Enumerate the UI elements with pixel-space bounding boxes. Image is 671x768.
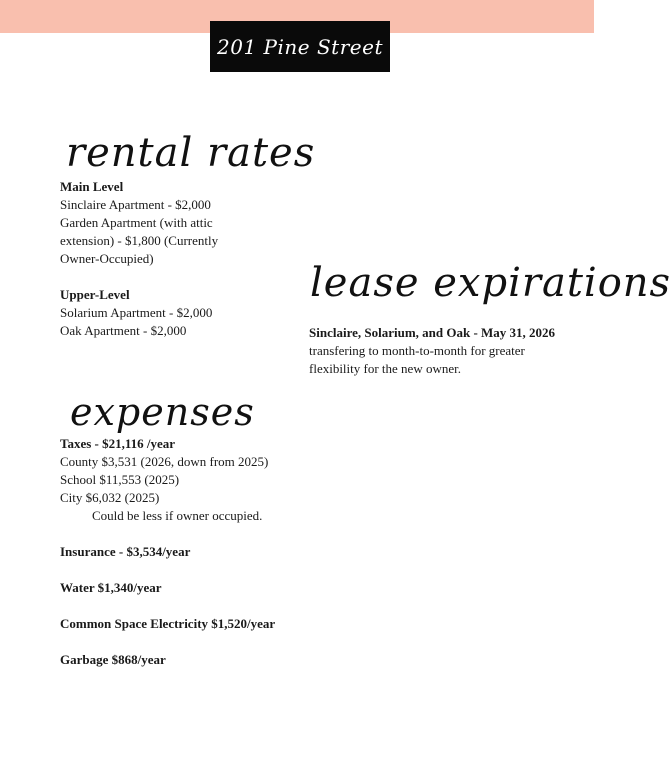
rental-rates-heading: rental rates	[66, 130, 316, 176]
taxes-total: Taxes - $21,116 /year	[60, 436, 176, 451]
electricity-line: Common Space Electricity $1,520/year	[60, 616, 276, 631]
tax-line: School $11,553 (2025)	[60, 472, 180, 487]
lease-expirations-heading: lease expirations	[310, 260, 671, 306]
rental-line: extension) - $1,800 (Currently	[60, 233, 219, 248]
page-title: 201 Pine Street	[210, 21, 390, 72]
rental-rates-section	[60, 178, 260, 340]
tax-line: County $3,531 (2026, down from 2025)	[60, 454, 269, 469]
main-level-label: Main Level	[60, 179, 124, 194]
expenses-heading: expenses	[70, 390, 255, 434]
rental-line: Sinclaire Apartment - $2,000	[60, 197, 211, 212]
rental-line: Oak Apartment - $2,000	[60, 323, 187, 338]
rental-line: Solarium Apartment - $2,000	[60, 305, 213, 320]
tax-line: City $6,032 (2025)	[60, 490, 160, 505]
expenses-section	[60, 435, 340, 669]
lease-date-line: Sinclaire, Solarium, and Oak - May 31, 2026	[309, 325, 556, 340]
rental-line: Owner-Occupied)	[60, 251, 154, 266]
insurance-line: Insurance - $3,534/year	[60, 544, 191, 559]
lease-line: flexibility for the new owner.	[309, 361, 461, 376]
rental-line: Garden Apartment (with attic	[60, 215, 213, 230]
upper-level-label: Upper-Level	[60, 287, 130, 302]
tax-note: Could be less if owner occupied.	[92, 508, 263, 523]
water-line: Water $1,340/year	[60, 580, 162, 595]
lease-line: transfering to month-to-month for greater	[309, 343, 525, 358]
garbage-line: Garbage $868/year	[60, 652, 166, 667]
lease-expirations-section	[309, 324, 569, 378]
